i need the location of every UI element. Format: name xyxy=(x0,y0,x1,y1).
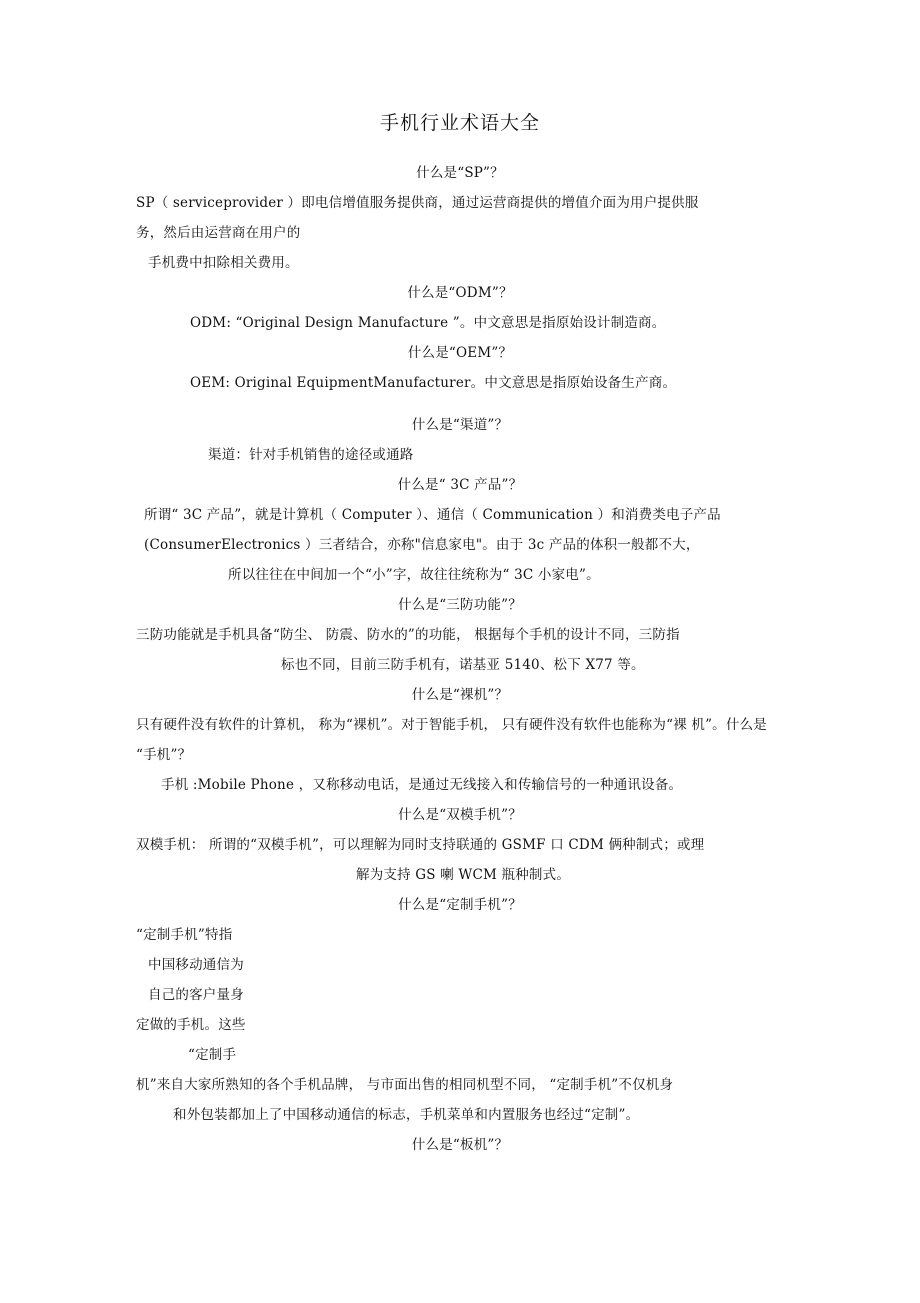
paragraph-line: 三防功能就是手机具备“防尘、 防震、防水的”的功能， 根据每个手机的设计不同，三防指 xyxy=(136,627,680,643)
document-title: 手机行业术语大全 xyxy=(379,112,540,134)
paragraph-line: 务，然后由运营商在用户的 xyxy=(136,225,301,241)
paragraph-line: 手机 :Mobile Phone ，又称移动电话，是通过无线接入和传输信号的一种通讯设备。 xyxy=(161,777,683,793)
question-sp: 什么是“SP”？ xyxy=(416,165,504,181)
paragraph-line: “定制手 xyxy=(188,1047,237,1063)
paragraph-line: 手机费中扣除相关费用。 xyxy=(148,255,299,271)
question-rugged: 什么是“三防功能”？ xyxy=(398,597,522,613)
paragraph-line: “定制手机”特指 xyxy=(136,927,233,943)
paragraph-line: OEM: Original EquipmentManufacturer。中文意思是指原始设备生产商。 xyxy=(190,375,677,391)
paragraph-line: 和外包装都加上了中国移动通信的标志，手机菜单和内置服务也经过“定制”。 xyxy=(173,1107,640,1123)
paragraph-line: 标也不同，目前三防手机有，诺基亚 5140、松下 X77 等。 xyxy=(281,657,645,673)
question-3c: 什么是“ 3C 产品”？ xyxy=(397,477,523,493)
question-oem: 什么是“OEM”？ xyxy=(407,345,513,361)
paragraph-line: (ConsumerElectronics ）三者结合，亦称"信息家电"。由于 3c 产品的体积一般都不大， xyxy=(144,537,700,553)
paragraph-line: 中国移动通信为 xyxy=(148,957,244,973)
paragraph-line: 所谓“ 3C 产品”，就是计算机（ Computer ）、通信（ Communication ）和消费类电子产品 xyxy=(144,507,721,523)
paragraph-line: 自己的客户量身 xyxy=(148,987,244,1003)
question-board-phone: 什么是“板机”？ xyxy=(411,1137,509,1153)
paragraph-line: 解为支持 GS 喇 WCM 瓶种制式。 xyxy=(356,867,571,883)
paragraph-line: 定做的手机。这些 xyxy=(136,1017,246,1033)
paragraph-line: 渠道：针对手机销售的途径或通路 xyxy=(208,447,414,463)
paragraph-line: 只有硬件没有软件的计算机， 称为“裸机”。对于智能手机， 只有硬件没有软件也能称为“裸 机”。什么是 xyxy=(136,717,767,733)
paragraph-line: SP（ serviceprovider ）即电信增值服务提供商，通过运营商提供的增值介面为用户提供服 xyxy=(136,195,699,211)
question-bare-phone: 什么是“裸机”？ xyxy=(411,687,509,703)
question-phone: “手机”？ xyxy=(136,747,192,763)
question-dual-mode: 什么是“双模手机”？ xyxy=(398,807,522,823)
paragraph-line: ODM: “Original Design Manufacture ”。中文意思是指原始设计制造商。 xyxy=(190,315,666,331)
paragraph-line: 双模手机： 所谓的“双模手机”，可以理解为同时支持联通的 GSMF 口 CDM 俩种制式；或理 xyxy=(136,837,705,853)
paragraph-line: 机”来自大家所熟知的各个手机品牌， 与市面出售的相同机型不同， “定制手机”不仅机身 xyxy=(136,1077,674,1093)
question-odm: 什么是“ODM”？ xyxy=(407,285,513,301)
question-channel: 什么是“渠道”？ xyxy=(411,417,509,433)
paragraph-line: 所以往往在中间加一个“小”字，故往往统称为“ 3C 小家电”。 xyxy=(228,567,600,583)
question-custom-phone: 什么是“定制手机”？ xyxy=(398,897,522,913)
